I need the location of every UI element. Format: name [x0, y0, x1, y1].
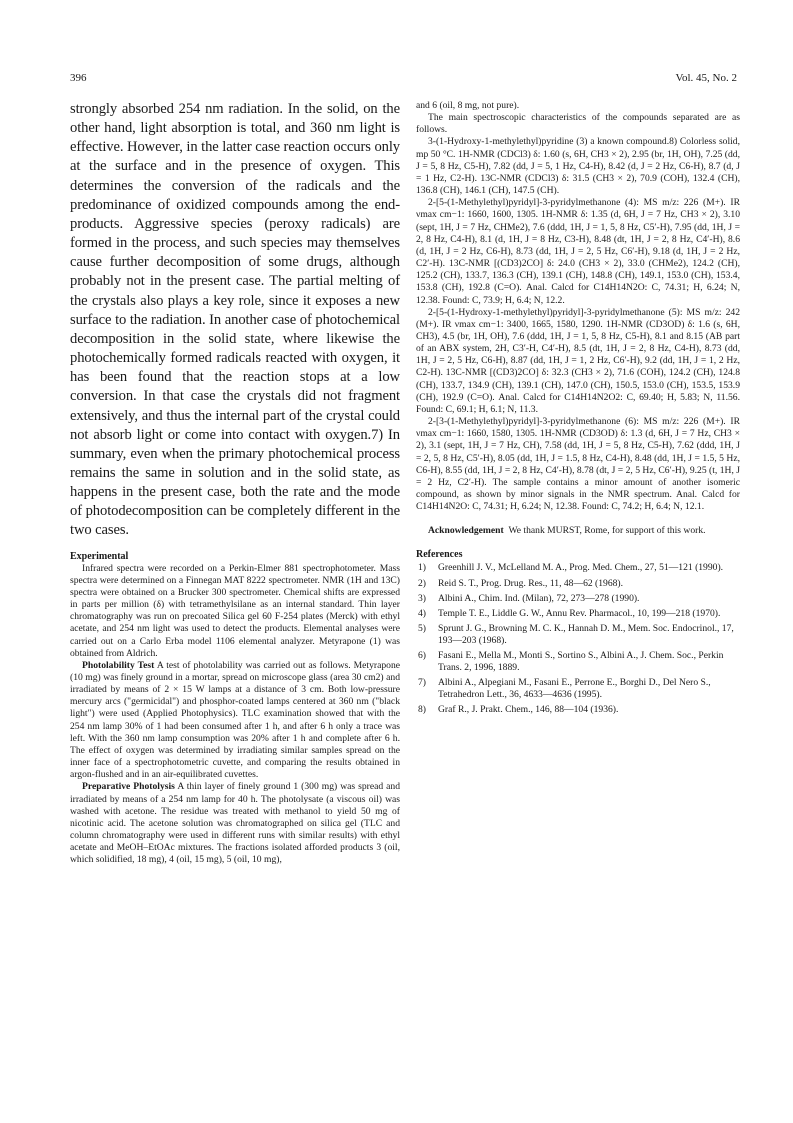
acknowledgement: [416, 525, 740, 537]
spectro-intro: The main spectroscopic characteristics of the compounds separated are as follows.: [416, 112, 740, 136]
reference-text: Graf R., J. Prakt. Chem., 146, 88—104 (1936).: [438, 704, 619, 716]
page-number: 396: [70, 72, 87, 84]
reference-item: [416, 562, 740, 574]
reference-number: 8): [418, 704, 426, 716]
compound-4-data: 2-[5-(1-Methylethyl)pyridyl]-3-pyridylmethanone (4): MS m/z: 226 (M+). IR νmax cm−1: 1660, 1600, 1305. 1H-NMR δ: 1.35 (d, 6H, J = 7 Hz, CH3 × 2), 3.10 (sept, 1H, J = 7 Hz, CHMe2), 7.6 (ddd, 1H, J = 1, 5, 8 Hz, C5′-H), 7.95 (dd, 1H, J = 2, 8 Hz, C4-H), 8.1 (d, 1H, J = 8 Hz, C3-H), 8.48 (dt, 1H, J = 2, 8 Hz, C4′-H), 8.6 (d, 1H, J = 2 Hz, C6-H), 8.73 (dd, 1H, J = 2, 5 Hz, C6′-H), 9.18 (d, 1H, J = 2 Hz, C2′-H). 13C-NMR [(CD3)2CO] δ: 24.0 (CH3 × 2), 33.0 (CHMe2), 124.2 (CH), 125.2 (CH), 133.7, 136.3 (CH), 139.1 (CH), 148.8 (CH), 149.1, 153.0 (CH), 153.4, 153.8 (CH), 192.8 (C=O). Anal. Calcd for C14H14N2O: C, 74.31; H, 6.24; N, 12.38. Found: C, 73.9; H, 6.4; N, 12.2.: [416, 197, 740, 306]
reference-number: 4): [418, 607, 426, 619]
compound-6-data: 2-[3-(1-Methylethyl)pyridyl]-3-pyridylmethanone (6): MS m/z: 226 (M+). IR νmax cm−1: 1660, 1580, 1305. 1H-NMR (CD3OD) δ: 1.3 (d, 6H, J = 7 Hz, CH3 × 2), 3.1 (sept, 1H, J = 7 Hz, CH), 7.58 (dd, 1H, J = 5, 8 Hz, C5-H), 7.62 (ddd, 1H, J = 2, 5, 8 Hz, C5′-H), 8.05 (dd, 1H, J = 1.5, 8 Hz, C4-H), 8.48 (dd, 1H, J = 1.5, 5 Hz, C6-H), 8.55 (dd, 1H, J = 2, 8 Hz, C4′-H), 8.78 (dt, J = 2, 5 Hz, C6′-H), 9.25 (t, 1H, J = 2 Hz, C2′-H). The sample contains a minor amount of another isomeric compound, as shown by minor signals in the NMR spectrum. Anal. Calcd for C14H14N2O: C, 74.31; H, 6.24; N, 12.38. Found: C, 74.2; H, 6.4; N, 12.1.: [416, 416, 740, 513]
ack-text: We thank MURST, Rome, for support of this work.: [508, 525, 706, 537]
right-column: [416, 100, 740, 720]
compound-5-data: 2-[5-(1-Hydroxy-1-methylethyl)pyridyl]-3-pyridylmethanone (5): MS m/z: 242 (M+). IR νmax cm−1: 3400, 1665, 1580, 1290. 1H-NMR (CD3OD) δ: 1.6 (s, 6H, CH3), 4.5 (br, 1H, OH), 7.6 (ddd, 1H, J = 1, 5, 8 Hz, C5-H), 8.1 and 8.15 (AB part of an ABX system, 2H, C3′-H, C4′-H), 8.5 (dt, 1H, J = 2, 8 Hz, C4-H), 8.73 (dd, 1H, J = 2, 5 Hz, C6-H), 8.87 (dd, 1H, J = 1, 2 Hz, C6′-H), 9.2 (dd, 1H, J = 1, 2 Hz, C2-H). 13C-NMR [(CD3)2CO] δ: 32.3 (CH3 × 2), 71.6 (COH), 124.2 (CH), 124.8 (CH), 133.7, 134.9 (CH), 139.1 (CH), 147.0 (CH), 150.5, 153.0 (CH), 153.5, 153.9 (CH), 192.9 (C=O). Anal. Calcd for C14H14N2O2: C, 69.40; H, 5.83; N, 11.56. Found: C, 69.1; H, 6.1; N, 11.3.: [416, 306, 740, 415]
reference-text: Greenhill J. V., McLelland M. A., Prog. Med. Chem., 27, 51—121 (1990).: [438, 562, 724, 574]
reference-item: [416, 578, 740, 590]
experimental-text: Infrared spectra were recorded on a Perkin-Elmer 881 spectrophotometer. Mass spectra were determined on a Finnegan MAT 8222 spectrometer. NMR (1H and 13C) spectra were obtained on a Brucker 300 spectrometer. Chemical shifts are expressed in parts per million (δ) with tetramethylsilane as an internal standard. Thin layer chromatography was run on precoated Silica gel 60 F-254 plates (Merck) with ethyl acetate, and 254 nm light was used to detect the products. Elemental analyses were carried out on a Carlo Erba model 1106 elemental analyzer. Metyrapone (1) was obtained from Aldrich.: [70, 562, 400, 659]
reference-item: [416, 677, 740, 701]
photolability-text: A test of photolability was carried out as follows. Metyrapone (10 mg) was finely ground in a mortar, spread on microscope glass (area 30 cm2) and irradiated by means of 2 × 15 W lamps at a distance of 3 cm. Both low-pressure mercury arcs ("germicidal") and phosphor-coated lamps centered at 360 nm ("black light") were used (Applied Photophysics). TLC examination showed that with the 254 nm lamp 30% of 1 had been consumed after 1 h, and after 6 h only a trace was left. With the 360 nm lamp consumption was 20% after 1 h and complete after 6 h. The effect of oxygen was determined by irradiating similar samples spread on the inner face of a spectrophotometric cuvette, and comparing the results obtained in argon-flushed and in an air-equilibrated cuvettes.: [70, 659, 400, 781]
reference-text: Temple T. E., Liddle G. W., Annu Rev. Pharmacol., 10, 199—218 (1970).: [438, 607, 721, 619]
ack-heading: Acknowledgement: [428, 525, 504, 537]
reference-text: Fasani E., Mella M., Monti S., Sortino S., Albini A., J. Chem. Soc., Perkin Trans. 2, 1996, 1889.: [438, 650, 724, 674]
running-header: [70, 72, 737, 86]
reference-item: [416, 704, 740, 716]
reference-number: 2): [418, 577, 426, 589]
compound-3-data: 3-(1-Hydroxy-1-methylethyl)pyridine (3) a known compound.8) Colorless solid, mp 50 °C. 1H-NMR (CDCl3) δ: 1.60 (s, 6H, CH3 × 2), 2.95 (br, 1H, OH), 7.25 (dd, J = 5, 8 Hz, C5-H), 7.82 (dd, J = 5, 1 Hz, C4-H), 8.42 (d, J = 2 Hz, C6-H), 8.7 (d, J = 1 Hz, C2-H). 13C-NMR (CDCl3) δ: 31.5 (CH3 × 2), 70.9 (COH), 132.4 (CH), 136.8 (CH), 146.1 (CH), 147.5 (CH).: [416, 136, 740, 197]
references-heading: References: [416, 549, 463, 561]
reference-item: [416, 608, 740, 620]
reference-number: 5): [418, 622, 426, 634]
preparative-heading: Preparative Photolysis: [82, 781, 175, 793]
continuation-text: and 6 (oil, 8 mg, not pure).: [416, 100, 520, 111]
reference-number: 7): [418, 677, 426, 689]
reference-text: Albini A., Alpegiani M., Fasani E., Perrone E., Borghi D., Del Nero S., Tetrahedron Lett., 36, 4633—4636 (1995).: [438, 677, 711, 701]
reference-item: [416, 623, 740, 647]
volume-issue: Vol. 45, No. 2: [675, 72, 737, 84]
left-column: [70, 100, 400, 867]
experimental-heading: Experimental: [70, 550, 129, 562]
reference-number: 1): [418, 562, 426, 574]
preparative-paragraph: [70, 781, 400, 866]
preparative-text: A thin layer of finely ground 1 (300 mg) was spread and irradiated by means of a 254 nm lamp for 40 h. The photolysate (a viscous oil) was washed with acetone. The residue was treated with methanol to yield 50 mg of nicotinic acid. The acetone solution was chromatographed on silica gel (TLC and column chromatography were used in different runs with similar results) with ethyl acetate and MeOH–EtOAc mixtures. The fractions isolated afforded products 3 (oil, which solidified, 18 mg), 4 (oil, 15 mg), 5 (oil, 10 mg),: [70, 781, 400, 866]
reference-number: 6): [418, 650, 426, 662]
reference-text: Reid S. T., Prog. Drug. Res., 11, 48—62 (1968).: [438, 577, 624, 589]
photolability-heading: Photolability Test: [82, 659, 155, 671]
reference-item: [416, 593, 740, 605]
reference-text: Sprunt J. G., Browning M. C. K., Hannah D. M., Mem. Soc. Endocrinol., 17, 193—203 (1968).: [438, 622, 734, 646]
reference-text: Albini A., Chim. Ind. (Milan), 72, 273—278 (1990).: [438, 592, 640, 604]
references-list: [416, 562, 740, 716]
reference-item: [416, 650, 740, 674]
reference-number: 3): [418, 592, 426, 604]
photolability-paragraph: [70, 660, 400, 782]
intro-paragraph: strongly absorbed 254 nm radiation. In the solid, on the other hand, light absorption is total, and 360 nm light is effective. However, in the latter case reaction occurs only at the surface and in the presence of oxygen. This determines the conversion of the radicals and the predominance of oxidized compounds among the end-products. Aggressive species (peroxy radicals) are formed in the process, and such species may themselves cause further decomposition of some drugs, although probably not in the present case. The partial melting of the crystals also plays a key role, since it exposes a new surface to the radiation. In another case of photochemical decomposition in the solid state, where likewise the photochemically formed radicals reacted with oxygen, it has been found that the reaction stops at a low conversion. In that case the crystals did not fragment extensively, and thus the internal part of the crystal could not absorb light or come into contact with oxygen.7) In summary, even when the primary photochemical process remains the same in solution and in the solid state, as happens in the present case, both the rate and the mode of photodecomposition can be completely different in the two cases.: [70, 101, 400, 539]
